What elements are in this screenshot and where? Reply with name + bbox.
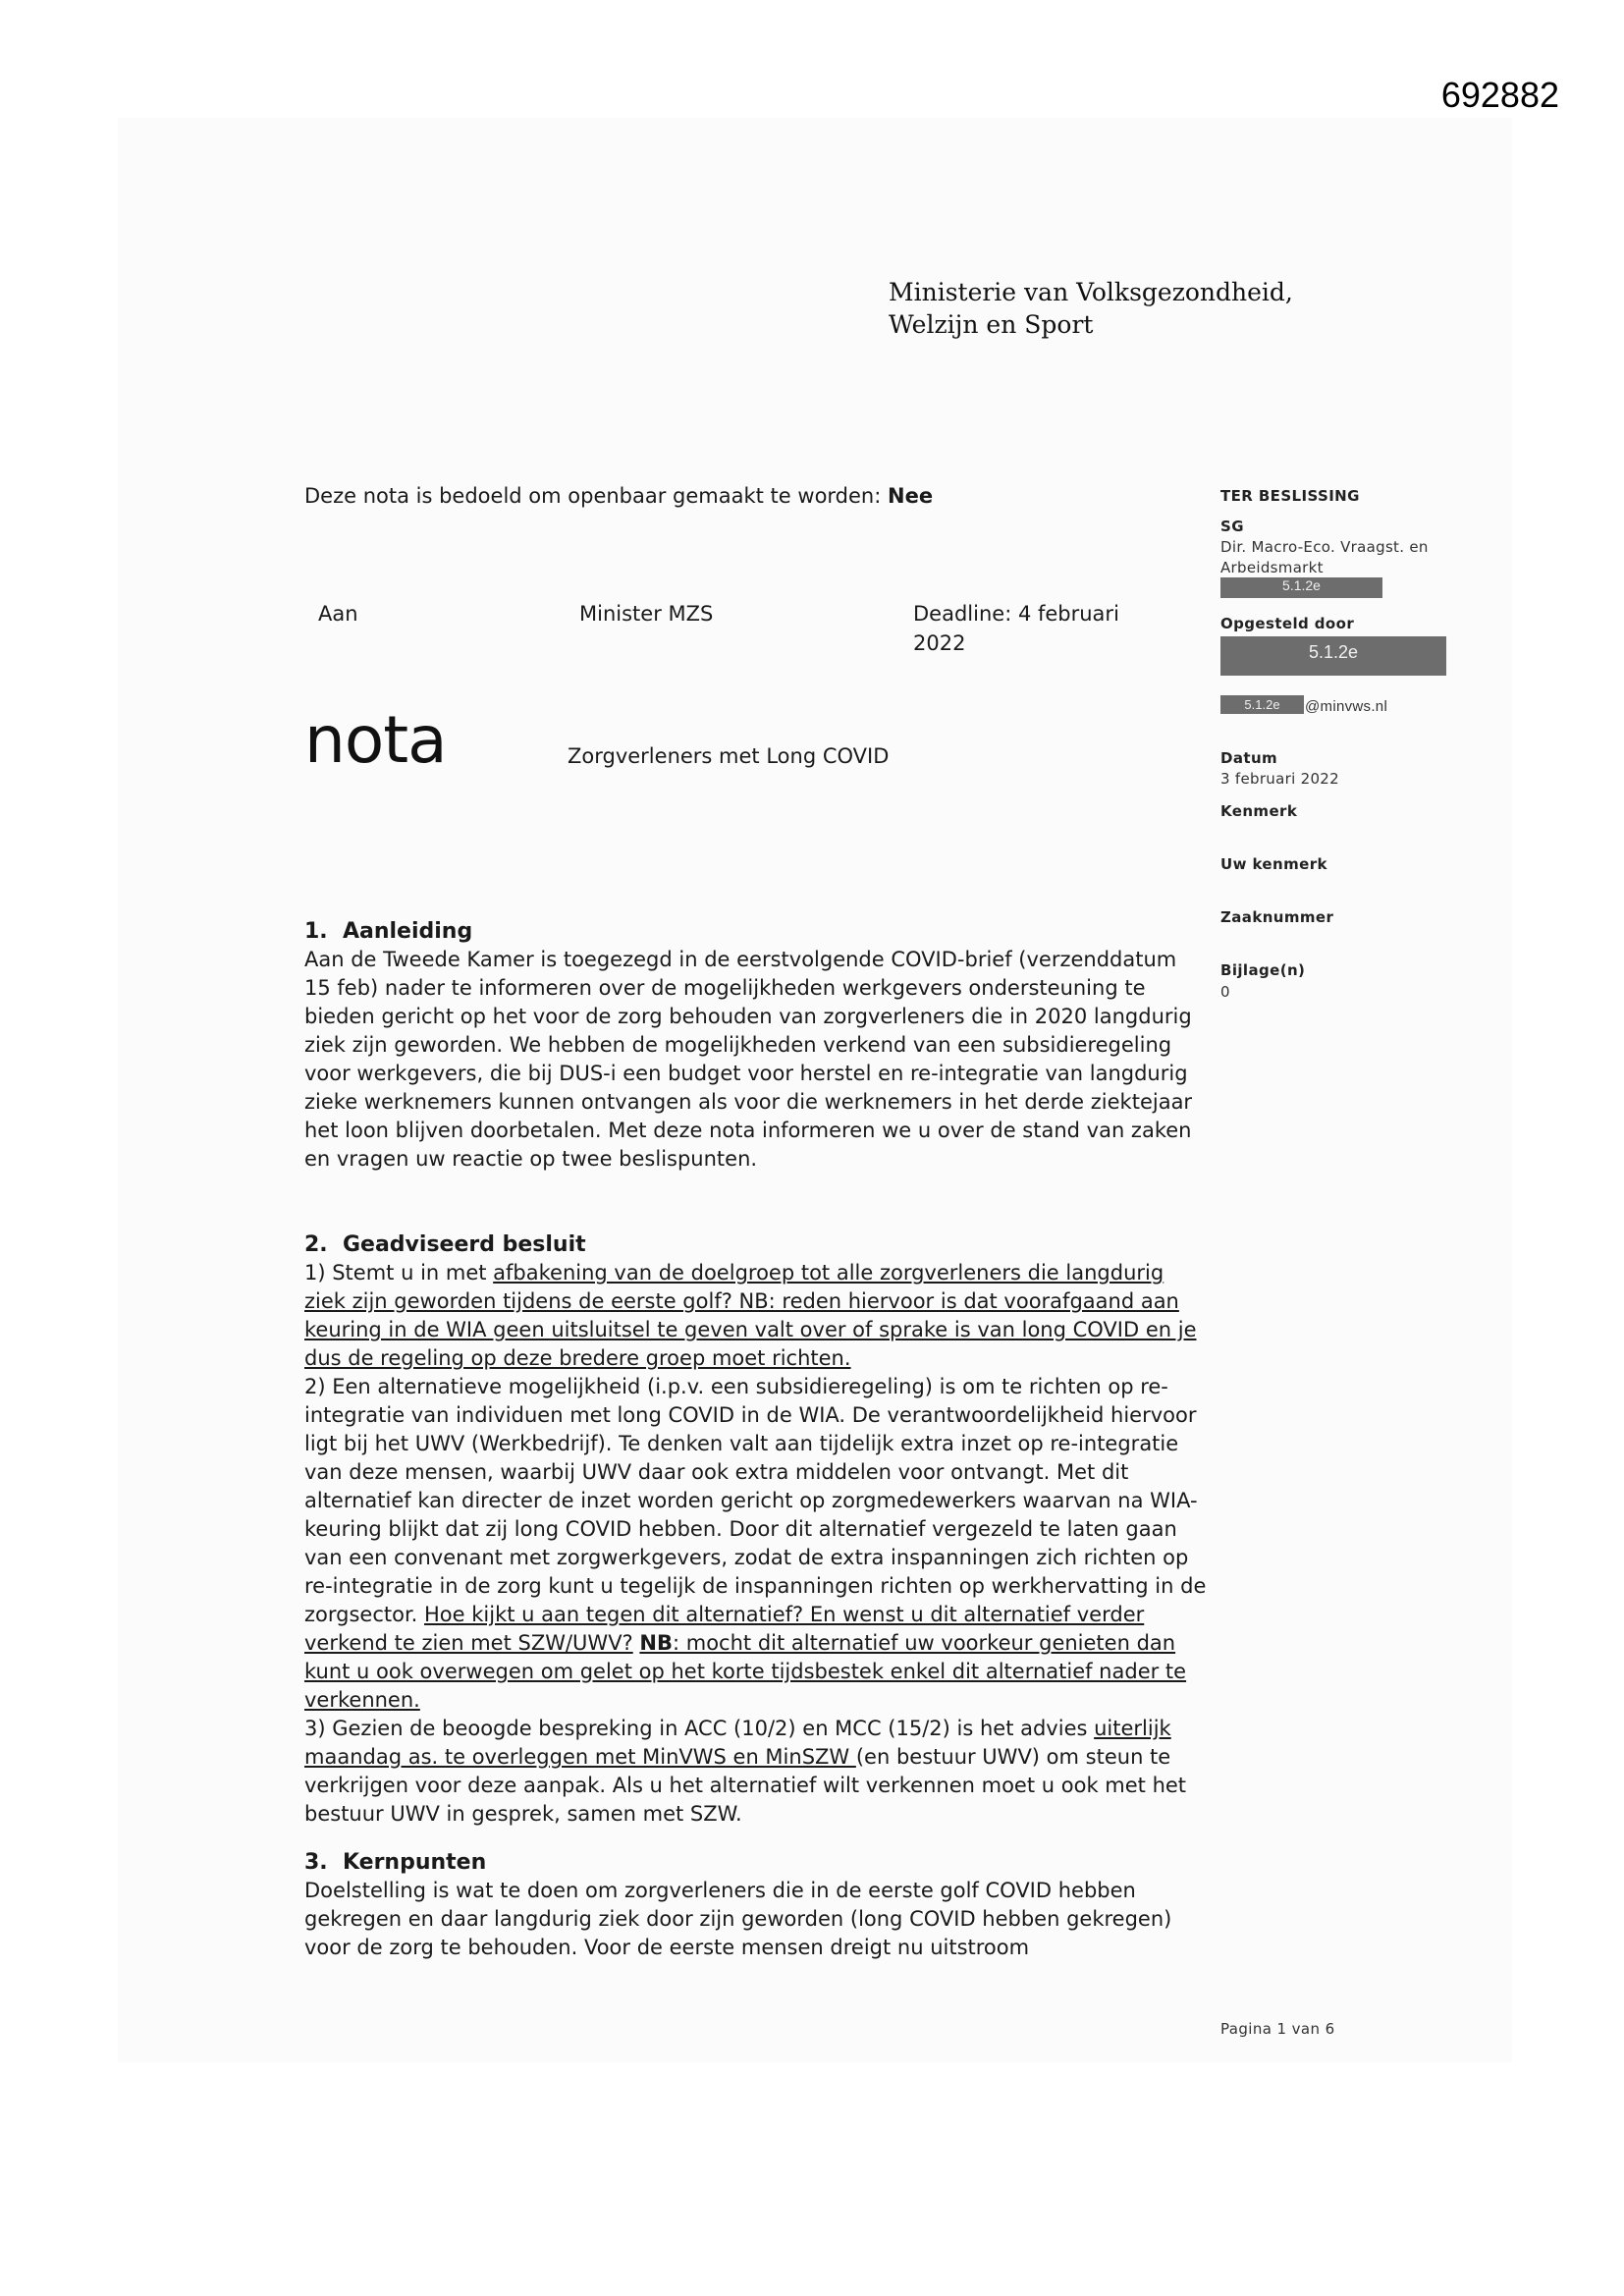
decision-text: 2) Een alternatieve mogelijkheid (i.p.v. een subsidieregeling) is om te richten op re-integratie van individuen met long COVID in de WIA. De verantwoordelijkheid hiervoor ligt bij het UWV (Werkbedrijf). Te denken valt aan tijdelijk extra inzet op re-integratie van deze mensen, waarbij UWV daar ook extra middelen voor ontvangt. Met dit alternatief kan directer de inzet worden gericht op zorgmedewerkers waarvan na WIA-keuring blijkt dat zij long COVID hebben. Door dit alternatief vergezeld te laten gaan van een convenant met zorgwerkgevers, zodat de extra inspanningen zich richten op re-integratie in de zorg kunt u tegelijk de inspanningen richten op werkhervatting in de zorgsector. xyxy=(304,1375,1207,1626)
underlined-text: : mocht dit alternatief uw voorkeur genieten dan kunt u ook overwegen om gelet op het korte tijdsbestek enkel dit alternatief nader te verkennen. xyxy=(304,1631,1187,1712)
section-paragraph: Aan de Tweede Kamer is toegezegd in de eerstvolgende COVID-brief (verzenddatum 15 feb) nader te informeren over de mogelijkheden werkgevers ondersteuning te bieden gericht op het voor de zorg behouden van zorgverleners die in 2020 langdurig ziek zijn geworden. We hebben de mogelijkheden verkend van een subsidieregeling voor werkgevers, die bij DUS-i een budget voor herstel en re-integratie van langdurig zieke werknemers kunnen ontvangen als voor die werknemers in het derde ziektejaar het loon blijven doorbetalen. Met deze nota informeren we u over de stand van zaken en vragen uw reactie op twee beslispunten. xyxy=(304,948,1193,1171)
section-title: 3. Kernpunten xyxy=(304,1850,487,1875)
redaction-block: 5.1.2e xyxy=(1220,695,1304,714)
nota-subject: Zorgverleners met Long COVID xyxy=(568,744,890,768)
recipient: Minister MZS xyxy=(579,602,714,626)
decision-point-3 xyxy=(304,1715,1208,1829)
ministry-name-line1: Ministerie van Volksgezondheid, xyxy=(889,278,1293,306)
sg-label: SG xyxy=(1220,518,1244,535)
underlined-text: uiterlijk maandag as. te overleggen met MinVWS en MinSZW xyxy=(304,1717,1171,1769)
directie-text: Dir. Macro-Eco. Vraagst. en Arbeidsmarkt xyxy=(1220,538,1429,576)
decision-point-1 xyxy=(304,1259,1208,1373)
bijlagen-value: 0 xyxy=(1220,983,1230,1001)
decision-suffix: (en bestuur UWV) om steun te verkrijgen voor deze aanpak. Als u het alternatief wilt verkennen moet u ook met het bestuur UWV in gesprek, samen met SZW. xyxy=(304,1745,1187,1826)
ministry-name-line2: Welzijn en Sport xyxy=(889,310,1094,339)
openbaar-statement xyxy=(304,484,933,508)
decision-prefix: 3) Gezien de beoogde bespreking in ACC (10/2) en MCC (15/2) is het advies xyxy=(304,1717,1095,1740)
ter-beslissing-label: TER BESLISSING xyxy=(1220,487,1360,505)
section-title: 2. Geadviseerd besluit xyxy=(304,1232,586,1257)
kenmerk-label: Kenmerk xyxy=(1220,802,1298,820)
section-kernpunten xyxy=(304,1848,1208,1962)
datum-label: Datum xyxy=(1220,749,1278,767)
page-number: Pagina 1 van 6 xyxy=(1220,2020,1335,2038)
openbaar-value: Nee xyxy=(888,484,934,508)
section-geadviseerd-besluit xyxy=(304,1230,1208,1829)
section-aanleiding xyxy=(304,917,1208,1174)
ministry-logo-text xyxy=(889,276,1293,341)
underlined-text: Hoe kijkt u aan tegen dit alternatief? En wenst u dit alternatief verder verkend te zien met SZW/UWV? xyxy=(304,1603,1145,1655)
nb-label: NB xyxy=(639,1631,673,1655)
bijlagen-label: Bijlage(n) xyxy=(1220,961,1306,979)
opgesteld-door-label: Opgesteld door xyxy=(1220,615,1355,632)
openbaar-label: Deze nota is bedoeld om openbaar gemaakt te worden: xyxy=(304,484,882,508)
underlined-text: afbakening van de doelgroep tot alle zorgverleners die langdurig ziek zijn geworden tijdens de eerste golf? NB: reden hiervoor is dat voorafgaand aan keuring in de WIA geen uitsluitsel te geven valt over of sprake is van long COVID en je dus de regeling op deze bredere groep moet richten. xyxy=(304,1261,1197,1370)
redaction-block: 5.1.2e xyxy=(1220,577,1382,598)
redaction-block: 5.1.2e xyxy=(1220,636,1446,676)
decision-prefix: 1) Stemt u in met xyxy=(304,1261,494,1285)
section-paragraph: Doelstelling is wat te doen om zorgverleners die in de eerste golf COVID hebben gekregen en daar langdurig ziek door zijn geworden (long COVID hebben gekregen) voor de zorg te behouden. Voor de eerste mensen dreigt nu uitstroom xyxy=(304,1879,1172,1959)
uw-kenmerk-label: Uw kenmerk xyxy=(1220,855,1327,873)
aan-label: Aan xyxy=(318,602,358,626)
zaaknummer-label: Zaaknummer xyxy=(1220,908,1334,926)
document-id: 692882 xyxy=(1440,75,1559,115)
section-title: 1. Aanleiding xyxy=(304,919,473,944)
deadline: Deadline: 4 februari 2022 xyxy=(913,602,1119,655)
nota-title: nota xyxy=(304,702,447,778)
email-domain: @minvws.nl xyxy=(1305,698,1388,715)
decision-point-2 xyxy=(304,1373,1208,1715)
datum-value: 3 februari 2022 xyxy=(1220,770,1339,788)
